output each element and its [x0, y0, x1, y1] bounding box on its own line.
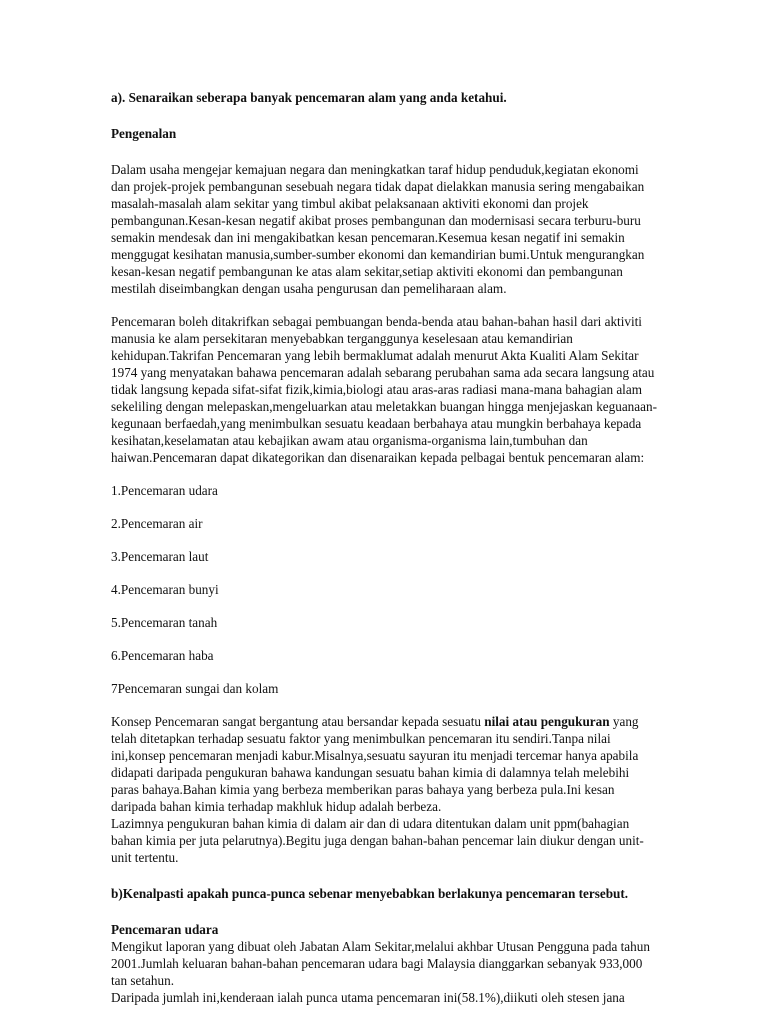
list-item: 6.Pencemaran haba — [111, 648, 214, 663]
document-body — [111, 89, 659, 1006]
section-a-heading: a). Senaraikan seberapa banyak pencemaran alam yang anda ketahui. — [111, 90, 507, 105]
list-item: 7Pencemaran sungai dan kolam — [111, 681, 279, 696]
list-item: 3.Pencemaran laut — [111, 549, 209, 564]
introduction-paragraph: Dalam usaha mengejar kemajuan negara dan meningkatkan taraf hidup penduduk,kegiatan ekonomi dan projek-projek pembangunan sesebuah negara tidak dapat dielakkan manusia sering mengabaikan masalah-masalah alam sekitar yang timbul akibat pelaksanaan aktiviti ekonomi dan projek pembangunan.Kesan-kesan negatif akibat proses pembangunan dan modernisasi secara terburu-buru semakin mendesak dan ini mengakibatkan kesan pencemaran.Kesemua kesan negatif ini semakin menggugat kesihatan manusia,sumber-sumber ekonomi dan kemandirian bumi.Untuk mengurangkan kesan-kesan negatif pembangunan ke atas alam sekitar,setiap aktiviti ekonomi dan pembangunan mestilah diseimbangkan dengan usaha pengurusan dan pemeliharaan alam. — [111, 162, 645, 296]
list-item: 2.Pencemaran air — [111, 516, 203, 531]
concept-paragraph — [111, 713, 659, 815]
pollution-types-list — [111, 482, 659, 697]
measurement-paragraph: Lazimnya pengukuran bahan kimia di dalam air dan di udara ditentukan dalam unit ppm(bahagian bahan kimia per juta pelarutnya).Begitu juga dengan bahan-bahan pencemar lain diukur dengan unit-unit tertentu. — [111, 816, 644, 865]
concept-bold-term: nilai atau pengukuran — [484, 714, 610, 729]
vehicle-paragraph: Daripada jumlah ini,kenderaan ialah punca utama pencemaran ini(58.1%),diikuti oleh stesen jana — [111, 990, 625, 1005]
concept-text-start: Konsep Pencemaran sangat bergantung atau bersandar kepada sesuatu — [111, 714, 485, 729]
list-item: 4.Pencemaran bunyi — [111, 582, 219, 597]
list-item: 5.Pencemaran tanah — [111, 615, 218, 630]
concept-text-end: yang telah ditetapkan terhadap sesuatu faktor yang menimbulkan pencemaran itu sendiri.Tanpa nilai ini,konsep pencemaran menjadi kabur.Misalnya,sesuatu sayuran itu menjadi tercemar hanya apabila didapati daripada pengukuran bahawa kandungan sesuatu bahan kimia di dalamnya telah melebihi paras bahaya.Bahan kimia yang berbeza memberikan paras bahaya yang berbeza pula.Ini kesan daripada bahan kimia terhadap makhluk hidup adalah berbeza. — [111, 714, 639, 814]
definition-paragraph: Pencemaran boleh ditakrifkan sebagai pembuangan benda-benda atau bahan-bahan hasil dari aktiviti manusia ke alam persekitaran menyebabkan terganggunya keselesaan atau kemandirian kehidupan.Takrifan Pencemaran yang lebih bermaklumat adalah menurut Akta Kualiti Alam Sekitar 1974 yang menyatakan bahawa pencemaran adalah sebarang perubahan sama ada secara langsung atau tidak langsung kepada sifat-sifat fizik,kimia,biologi atau aras-aras radiasi mana-mana bahagian alam sekeliling dengan melepaskan,mengeluarkan atau meletakkan buangan hingga menjejaskan keguanaan-kegunaan berfaedah,yang menimbulkan sesuatu keadaan berbahaya atau mungkin berbahaya kepada kesihatan,keselamatan atau kebajikan awam atau organisma-organisma lain,tumbuhan dan haiwan.Pencemaran dapat dikategorikan dan disenaraikan kepada pelbagai bentuk pencemaran alam: — [111, 314, 657, 465]
introduction-heading: Pengenalan — [111, 126, 177, 141]
report-paragraph: Mengikut laporan yang dibuat oleh Jabatan Alam Sekitar,melalui akhbar Utusan Pengguna pada tahun 2001.Jumlah keluaran bahan-bahan pencemaran udara bagi Malaysia dianggarkan sebanyak 933,000 tan setahun. — [111, 939, 650, 988]
air-pollution-heading: Pencemaran udara — [111, 922, 219, 937]
list-item: 1.Pencemaran udara — [111, 483, 218, 498]
section-b-heading: b)Kenalpasti apakah punca-punca sebenar menyebabkan berlakunya pencemaran tersebut. — [111, 886, 629, 901]
